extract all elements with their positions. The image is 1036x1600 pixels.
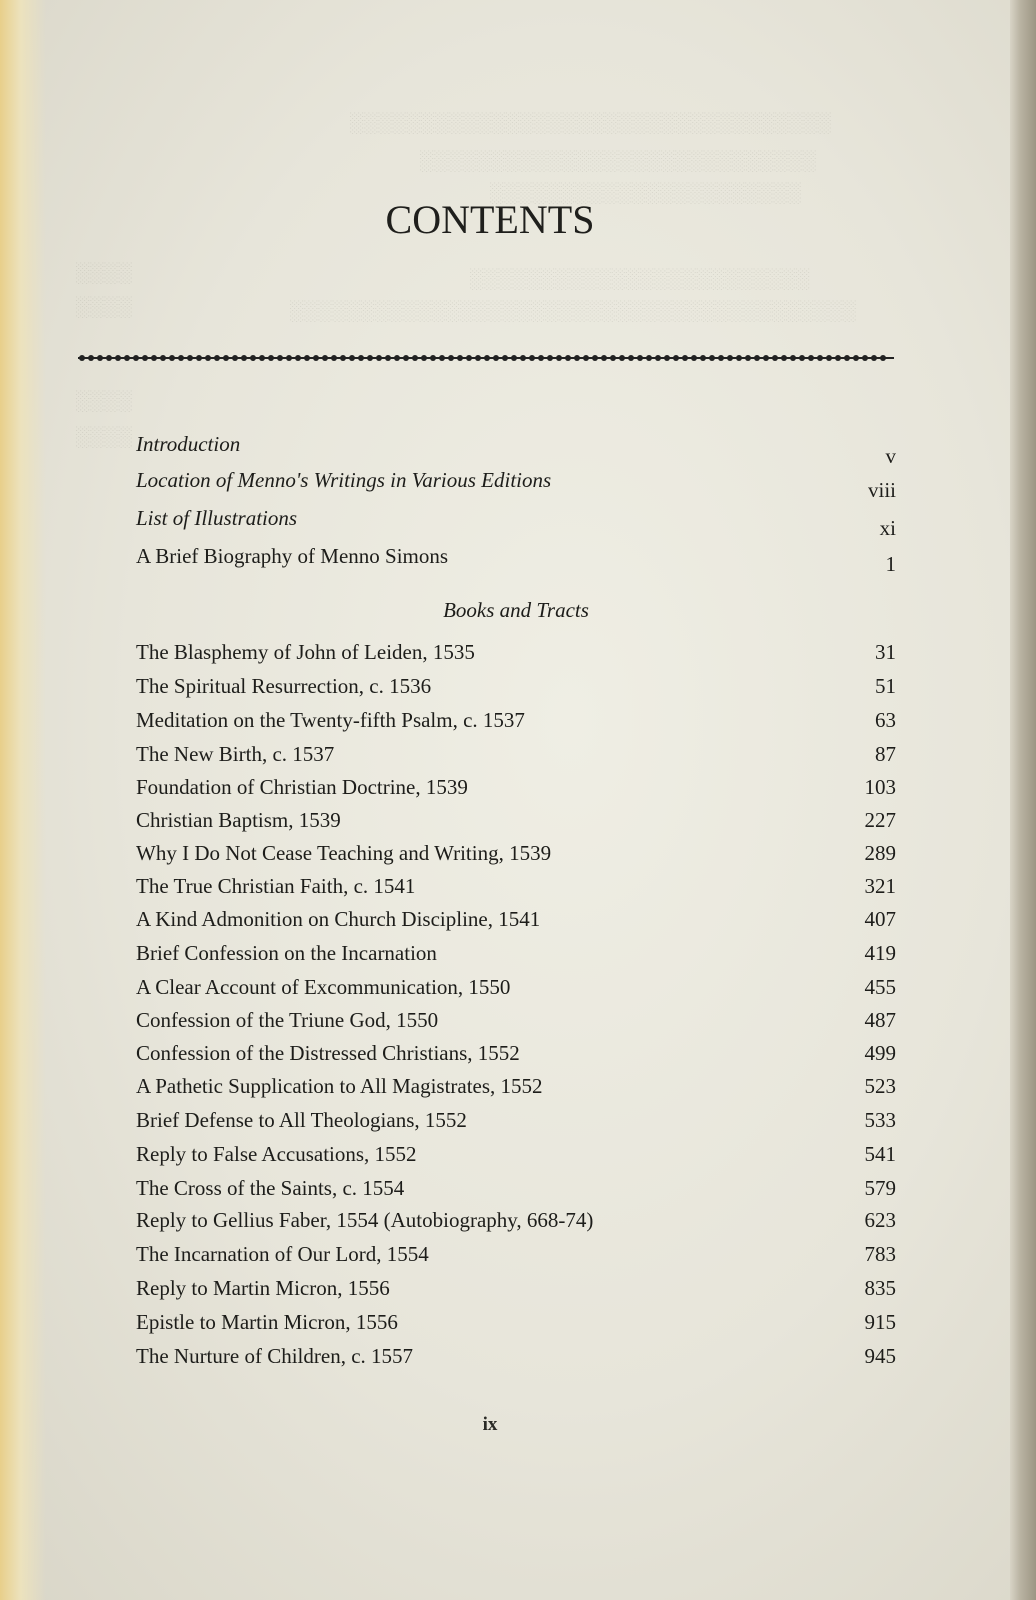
section-heading: Books and Tracts: [443, 598, 589, 622]
toc-entry-title: Location of Menno's Writings in Various Editions: [136, 468, 552, 492]
toc-entry-title: The Blasphemy of John of Leiden, 1535: [136, 640, 475, 664]
toc-entry-title: The Incarnation of Our Lord, 1554: [136, 1242, 429, 1266]
toc-entry-page: 321: [864, 874, 896, 898]
toc-entry-title: Meditation on the Twenty-fifth Psalm, c. 1537: [136, 708, 525, 732]
toc-entry-title: A Brief Biography of Menno Simons: [136, 544, 449, 568]
toc-entry-page: 103: [864, 775, 896, 799]
toc-entry-page: 407: [864, 907, 896, 931]
toc-entry-page: v: [885, 444, 896, 468]
toc-entry-title: Christian Baptism, 1539: [136, 808, 341, 832]
toc-entry-page: 63: [875, 708, 896, 732]
toc-entry-page: 499: [864, 1041, 896, 1065]
page-number: ix: [482, 1414, 498, 1435]
toc-entry-title: List of Illustrations: [136, 506, 298, 530]
show-through-text: ░░░░: [76, 296, 133, 318]
toc-entry-title: Brief Confession on the Incarnation: [136, 941, 437, 965]
toc-entry-page: 227: [864, 808, 896, 832]
toc-entry-title: Introduction: [136, 432, 241, 456]
toc-entry-page: 87: [875, 742, 896, 766]
toc-entry-page: 623: [864, 1208, 896, 1232]
toc-entry-title: The Nurture of Children, c. 1557: [136, 1344, 414, 1368]
toc-entry-page: 523: [864, 1074, 896, 1098]
show-through-text: ░░░░░░░░░░░░░░░░░░░░░░░░░░░░░░░░░░░░░░░░: [290, 300, 857, 322]
toc-entry-page: viii: [867, 478, 896, 502]
toc-entry-page: 455: [864, 975, 896, 999]
toc-entry-title: Confession of the Triune God, 1550: [136, 1008, 439, 1032]
toc-entry-title: The True Christian Faith, c. 1541: [136, 874, 416, 898]
toc-entry-title: The Cross of the Saints, c. 1554: [136, 1176, 405, 1200]
toc-entry-page: 945: [864, 1344, 896, 1368]
toc-entry-page: 1: [885, 552, 896, 576]
show-through-text: ░░░░░░░░░░░░░░░░░░░░░░░░░░░░░░░░░░: [350, 112, 832, 134]
toc-entry-title: A Clear Account of Excommunication, 1550: [136, 975, 511, 999]
page-title: CONTENTS: [385, 197, 595, 242]
show-through-text: ░░░░░░░░░░░░░░░░░░░░░░░░: [470, 268, 811, 290]
toc-entry-page: 579: [864, 1176, 896, 1200]
show-through-text: ░░░░░░░░░░░░░░░░░░░░░░: [490, 182, 802, 204]
toc-entry-page: 289: [864, 841, 896, 865]
show-through-text: ░░░░░░░░░░░░░░░░░░░░░░░░░░░░: [420, 150, 817, 172]
toc-entry-title: Brief Defense to All Theologians, 1552: [136, 1108, 467, 1132]
toc-entry-title: Confession of the Distressed Christians, 1552: [136, 1041, 520, 1065]
toc-entry-title: Reply to Gellius Faber, 1554 (Autobiography, 668-74): [136, 1208, 594, 1232]
toc-entry-page: 835: [864, 1276, 896, 1300]
toc-entry-title: A Pathetic Supplication to All Magistrates, 1552: [136, 1074, 543, 1098]
toc-entry-page: 51: [875, 674, 896, 698]
toc-entry-title: Why I Do Not Cease Teaching and Writing, 1539: [136, 841, 552, 865]
toc-entry-title: The New Birth, c. 1537: [136, 742, 335, 766]
toc-entry-page: 915: [864, 1310, 896, 1334]
toc-entry-title: Epistle to Martin Micron, 1556: [136, 1310, 398, 1334]
toc-entry-title: A Kind Admonition on Church Discipline, 1541: [136, 907, 541, 931]
toc-entry-page: 541: [864, 1142, 896, 1166]
toc-entry-page: 419: [864, 941, 896, 965]
show-through-text: ░░░░: [76, 262, 133, 284]
toc-entry-page: 533: [864, 1108, 896, 1132]
show-through-text: ░░░░: [76, 426, 133, 448]
toc-entry-page: 487: [864, 1008, 896, 1032]
toc-entry-title: Foundation of Christian Doctrine, 1539: [136, 775, 468, 799]
toc-entry-page: 31: [875, 640, 896, 664]
toc-entry-page: xi: [879, 516, 896, 540]
show-through-text: ░░░░: [76, 390, 133, 412]
decorative-dotted-rule: [78, 350, 894, 366]
toc-entry-title: Reply to Martin Micron, 1556: [136, 1276, 390, 1300]
toc-entry-title: The Spiritual Resurrection, c. 1536: [136, 674, 432, 698]
toc-entry-title: Reply to False Accusations, 1552: [136, 1142, 417, 1166]
page-edge: [1010, 0, 1036, 1600]
toc-entry-page: 783: [864, 1242, 896, 1266]
